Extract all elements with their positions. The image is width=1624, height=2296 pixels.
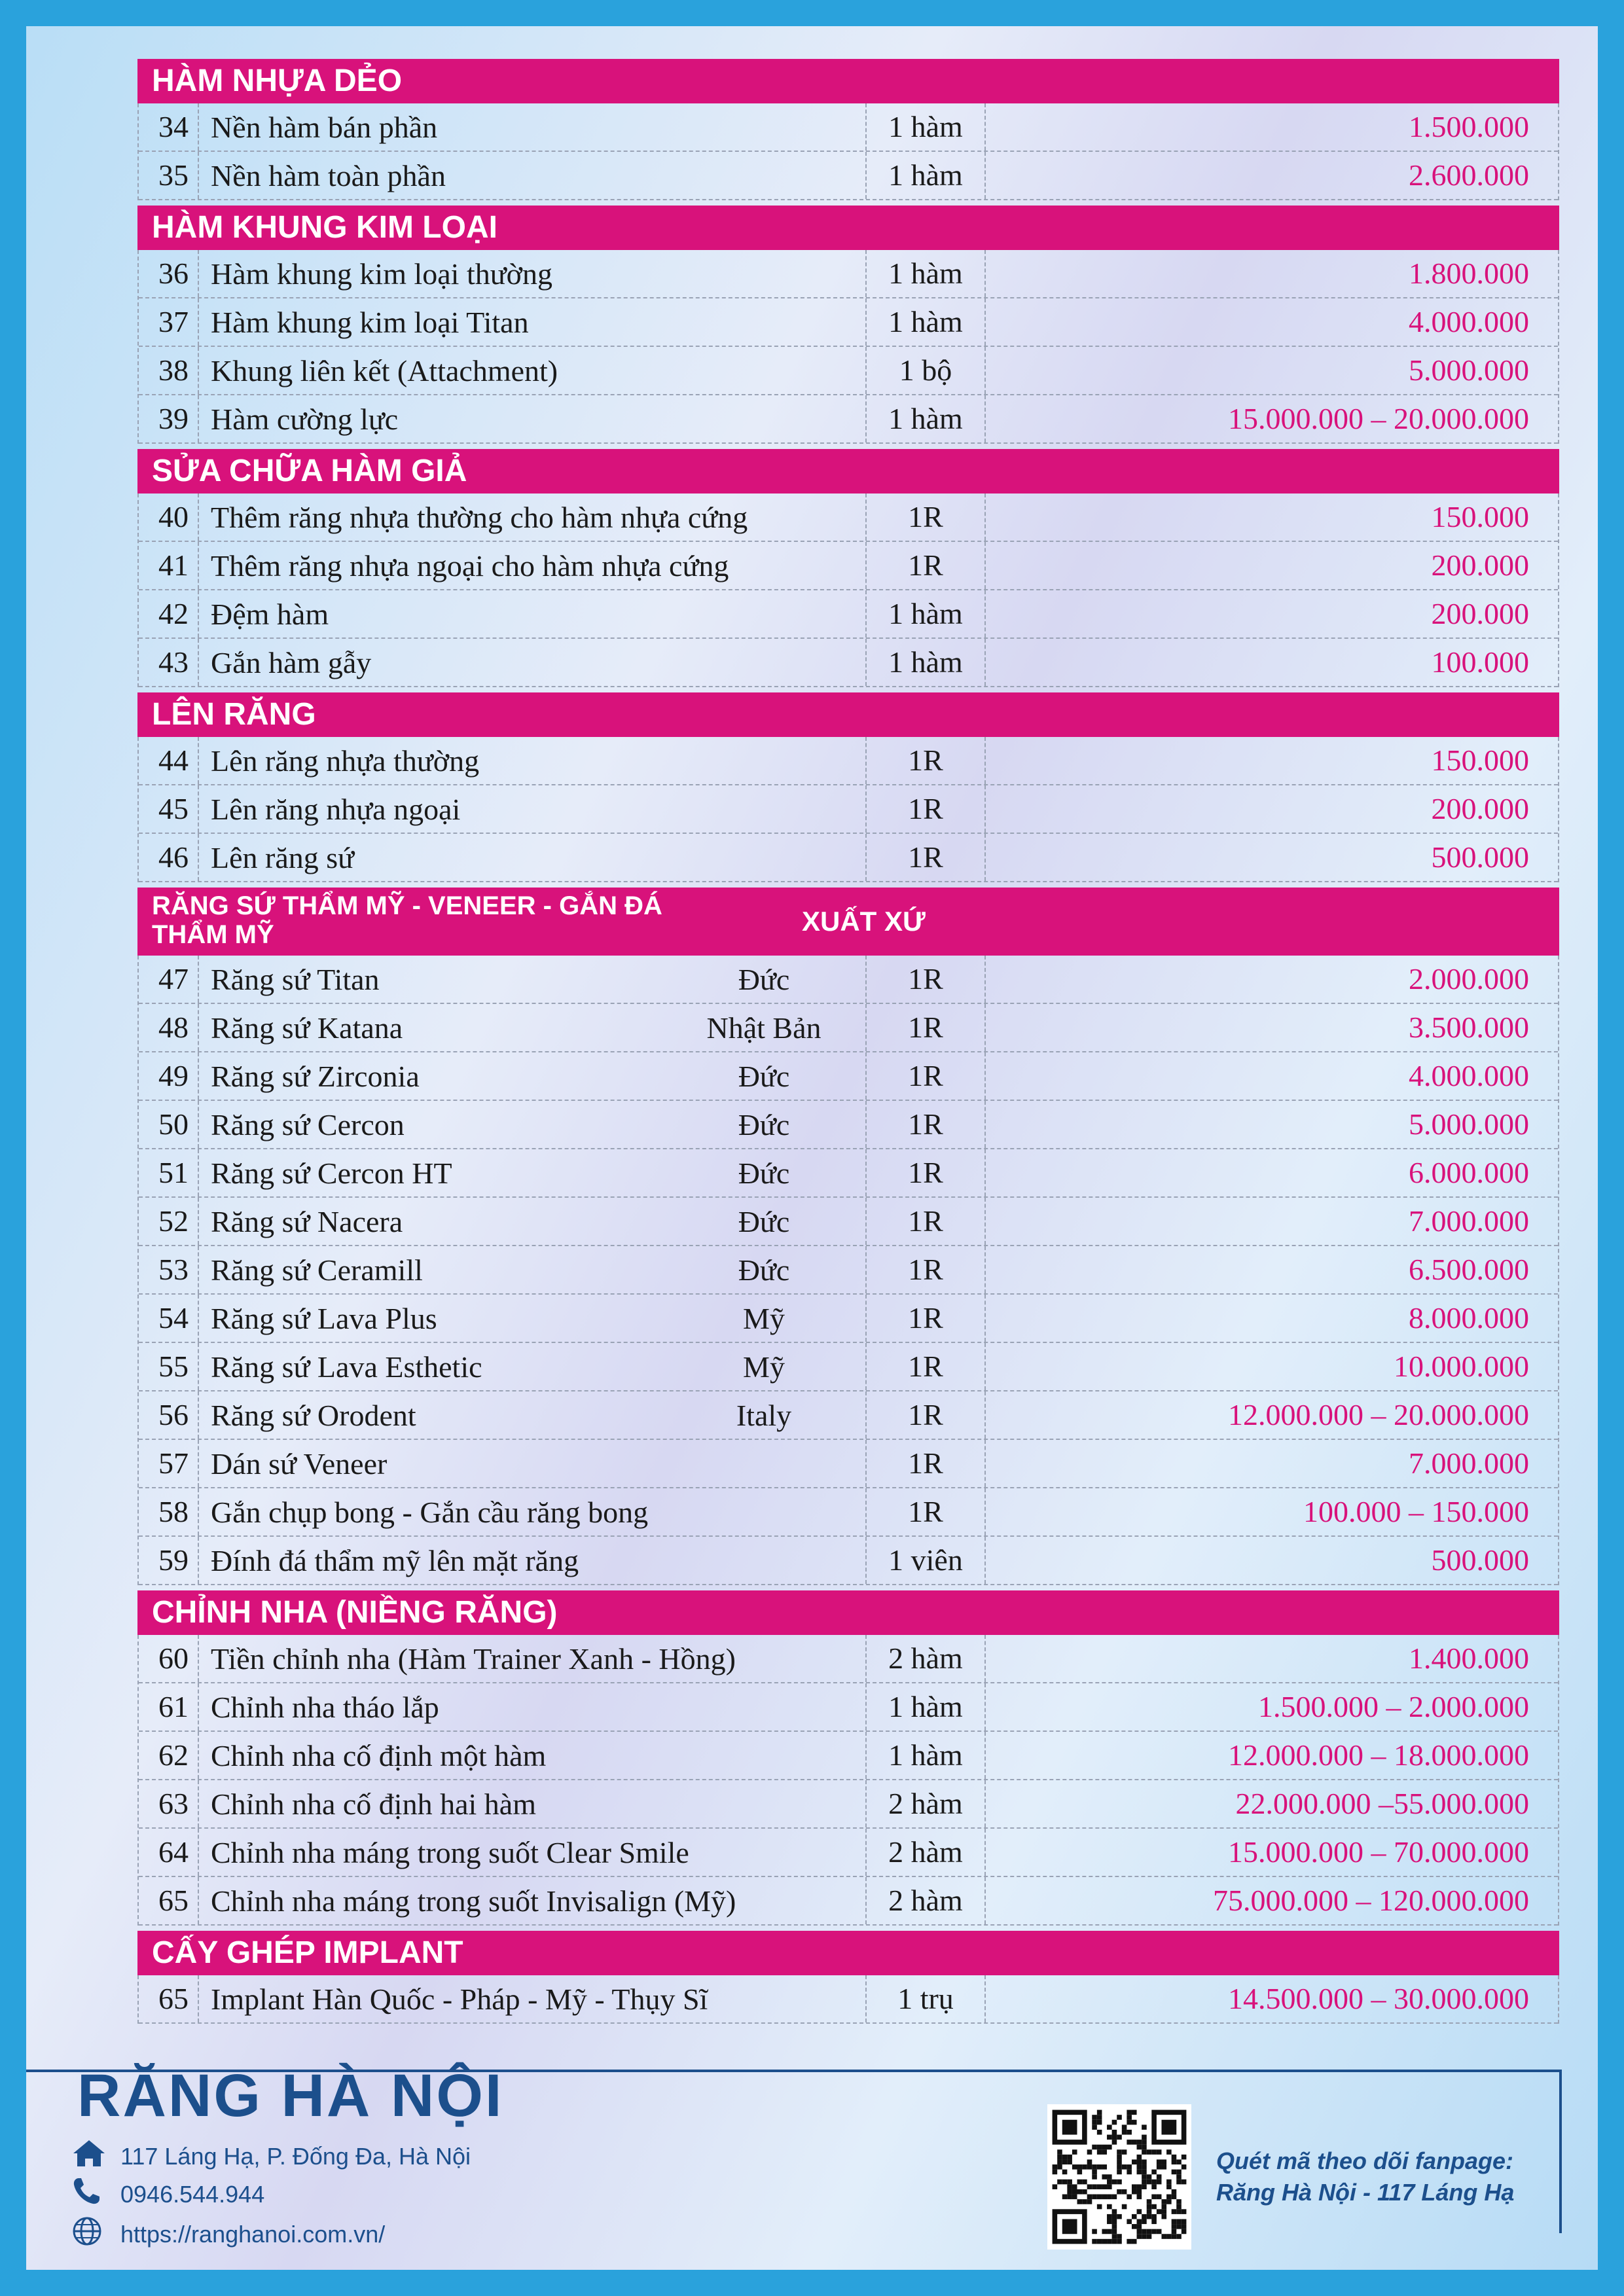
- service-price: 5.000.000: [984, 347, 1558, 394]
- service-unit: 1R: [865, 1149, 984, 1196]
- service-name: Răng sứ Lava Esthetic: [211, 1350, 482, 1384]
- service-unit: 1 hàm: [865, 152, 984, 199]
- service-name: Hàm khung kim loại thường: [211, 257, 552, 291]
- service-name: Đệm hàm: [211, 597, 329, 631]
- row-number: 36: [139, 250, 199, 297]
- table-row: [139, 1101, 1558, 1149]
- row-number: 39: [139, 395, 199, 442]
- service-name: Răng sứ Lava Plus: [211, 1301, 437, 1335]
- service-price: 2.000.000: [984, 956, 1558, 1003]
- service-unit: 1R: [865, 956, 984, 1003]
- table-row: [139, 1537, 1558, 1585]
- service-origin: Đức: [738, 1253, 790, 1287]
- section-header: [137, 59, 1559, 103]
- service-unit: 2 hàm: [865, 1877, 984, 1924]
- service-unit: 1R: [865, 1391, 984, 1439]
- table-row: [139, 590, 1558, 639]
- table-row: [139, 1488, 1558, 1537]
- row-number: 62: [139, 1732, 199, 1779]
- origin-column-header: XUẤT XỨ: [802, 906, 926, 937]
- table-row: [139, 1683, 1558, 1732]
- service-unit: 1R: [865, 1004, 984, 1051]
- section-title: HÀM KHUNG KIM LOẠI: [152, 210, 497, 245]
- service-name: Nền hàm bán phần: [211, 110, 438, 144]
- row-number: 45: [139, 785, 199, 833]
- table-row: [139, 1004, 1558, 1052]
- section-rows: [137, 956, 1559, 1585]
- section-header: [137, 1590, 1559, 1635]
- table-row: [139, 395, 1558, 444]
- service-name: Răng sứ Zirconia: [211, 1059, 420, 1093]
- service-price: 14.500.000 – 30.000.000: [984, 1975, 1558, 2022]
- service-name: Khung liên kết (Attachment): [211, 353, 558, 387]
- service-price: 7.000.000: [984, 1440, 1558, 1487]
- service-unit: 1R: [865, 1295, 984, 1342]
- row-number: 59: [139, 1537, 199, 1584]
- service-unit: 1R: [865, 493, 984, 541]
- table-row: [139, 1198, 1558, 1246]
- service-unit: 1 hàm: [865, 1732, 984, 1779]
- table-row: [139, 1440, 1558, 1488]
- service-name: Răng sứ Ceramill: [211, 1253, 423, 1287]
- service-unit: 1R: [865, 1343, 984, 1390]
- section-title: CẤY GHÉP IMPLANT: [152, 1935, 463, 1970]
- table-row: [139, 493, 1558, 542]
- section-title: HÀM NHỰA DẺO: [152, 63, 403, 98]
- service-name: Lên răng nhựa ngoại: [211, 792, 461, 826]
- service-price: 100.000 – 150.000: [984, 1488, 1558, 1535]
- service-name: Răng sứ Nacera: [211, 1204, 403, 1238]
- service-price: 150.000: [984, 493, 1558, 541]
- table-row: [139, 1975, 1558, 2024]
- service-price: 2.600.000: [984, 152, 1558, 199]
- service-price: 6.000.000: [984, 1149, 1558, 1196]
- table-row: [139, 1295, 1558, 1343]
- service-price: 5.000.000: [984, 1101, 1558, 1148]
- section-rows: [137, 250, 1559, 444]
- service-unit: 1 bộ: [865, 347, 984, 394]
- service-unit: 1R: [865, 1101, 984, 1148]
- section-title: CHỈNH NHA (NIỀNG RĂNG): [152, 1595, 558, 1630]
- table-row: [139, 152, 1558, 200]
- table-row: [139, 1780, 1558, 1829]
- table-row: [139, 542, 1558, 590]
- table-row: [139, 1829, 1558, 1877]
- table-row: [139, 1877, 1558, 1926]
- service-name: Chỉnh nha cố định một hàm: [211, 1738, 547, 1772]
- service-price: 1.400.000: [984, 1635, 1558, 1682]
- service-price: 15.000.000 – 20.000.000: [984, 395, 1558, 442]
- section-rows: [137, 737, 1559, 882]
- service-origin: Italy: [736, 1398, 792, 1432]
- table-row: [139, 250, 1558, 298]
- service-origin: Đức: [738, 1204, 790, 1238]
- row-number: 38: [139, 347, 199, 394]
- service-unit: 1R: [865, 1052, 984, 1100]
- home-icon: [72, 2139, 109, 2174]
- section-header: [137, 1931, 1559, 1975]
- contact-website: [72, 2216, 385, 2252]
- row-number: 34: [139, 103, 199, 151]
- service-name: Lên răng sứ: [211, 840, 355, 874]
- table-row: [139, 298, 1558, 347]
- service-price: 100.000: [984, 639, 1558, 686]
- section-title: [152, 891, 741, 949]
- section-header: [137, 206, 1559, 250]
- service-unit: 1 hàm: [865, 298, 984, 346]
- service-unit: 2 hàm: [865, 1635, 984, 1682]
- service-origin: Đức: [738, 1156, 790, 1190]
- service-origin: Đức: [738, 1059, 790, 1093]
- service-unit: 1 hàm: [865, 250, 984, 297]
- row-number: 56: [139, 1391, 199, 1439]
- service-price: 8.000.000: [984, 1295, 1558, 1342]
- section-title-line1: RĂNG SỨ THẨM MỸ - VENEER - GẮN ĐÁ: [152, 891, 662, 920]
- table-row: [139, 785, 1558, 834]
- table-row: [139, 956, 1558, 1004]
- price-sheet-page: [26, 26, 1598, 2270]
- service-price: 1.500.000: [984, 103, 1558, 151]
- service-price: 150.000: [984, 737, 1558, 784]
- service-unit: 1R: [865, 1246, 984, 1293]
- service-price: 500.000: [984, 1537, 1558, 1584]
- table-row: [139, 737, 1558, 785]
- table-row: [139, 639, 1558, 687]
- service-price: 1.800.000: [984, 250, 1558, 297]
- service-name: Dán sứ Veneer: [211, 1446, 388, 1480]
- service-unit: 1R: [865, 834, 984, 881]
- row-number: 37: [139, 298, 199, 346]
- service-unit: 1R: [865, 542, 984, 589]
- table-row: [139, 1149, 1558, 1198]
- service-unit: 1 viên: [865, 1537, 984, 1584]
- service-price: 500.000: [984, 834, 1558, 881]
- qr-caption: [1216, 2145, 1514, 2208]
- service-name: Nền hàm toàn phần: [211, 158, 446, 192]
- service-price: 200.000: [984, 590, 1558, 637]
- row-number: 50: [139, 1101, 199, 1148]
- service-price: 200.000: [984, 542, 1558, 589]
- service-origin: Nhật Bản: [706, 1011, 821, 1045]
- service-price: 6.500.000: [984, 1246, 1558, 1293]
- row-number: 43: [139, 639, 199, 686]
- service-origin: Đức: [738, 1107, 790, 1141]
- row-number: 42: [139, 590, 199, 637]
- qr-code[interactable]: [1047, 2104, 1191, 2250]
- service-unit: 1R: [865, 1440, 984, 1487]
- service-unit: 1 hàm: [865, 1683, 984, 1731]
- qr-caption-line2: Răng Hà Nội - 117 Láng Hạ: [1216, 2179, 1515, 2206]
- website-link[interactable]: https://ranghanoi.com.vn/: [120, 2220, 386, 2248]
- service-name: Chỉnh nha máng trong suốt Invisalign (Mỹ): [211, 1884, 736, 1918]
- service-name: Gắn hàm gẫy: [211, 645, 372, 679]
- row-number: 64: [139, 1829, 199, 1876]
- row-number: 53: [139, 1246, 199, 1293]
- service-unit: 1 hàm: [865, 395, 984, 442]
- address-text: 117 Láng Hạ, P. Đống Đa, Hà Nội: [120, 2142, 471, 2170]
- table-row: [139, 347, 1558, 395]
- section-rows: [137, 1635, 1559, 1926]
- service-name: Hàm cường lực: [211, 402, 399, 436]
- service-name: Implant Hàn Quốc - Pháp - Mỹ - Thụy Sĩ: [211, 1982, 708, 2016]
- section-header: [137, 692, 1559, 737]
- service-name: Răng sứ Orodent: [211, 1398, 416, 1432]
- price-table: [137, 59, 1559, 2024]
- service-price: 7.000.000: [984, 1198, 1558, 1245]
- brand-name: RĂNG HÀ NỘI: [77, 2062, 504, 2129]
- service-unit: 1R: [865, 737, 984, 784]
- service-unit: 2 hàm: [865, 1780, 984, 1827]
- section-header: [137, 888, 1559, 956]
- service-name: Chỉnh nha máng trong suốt Clear Smile: [211, 1835, 689, 1869]
- service-unit: 1 hàm: [865, 590, 984, 637]
- service-price: 4.000.000: [984, 1052, 1558, 1100]
- service-unit: 1R: [865, 1488, 984, 1535]
- phone-icon: [72, 2177, 109, 2212]
- row-number: 65: [139, 1877, 199, 1924]
- table-row: [139, 1246, 1558, 1295]
- table-row: [139, 1343, 1558, 1391]
- service-price: 12.000.000 – 18.000.000: [984, 1732, 1558, 1779]
- service-name: Thêm răng nhựa thường cho hàm nhựa cứng: [211, 500, 748, 534]
- row-number: 57: [139, 1440, 199, 1487]
- table-row: [139, 1635, 1558, 1683]
- service-name: Đính đá thẩm mỹ lên mặt răng: [211, 1543, 579, 1577]
- service-price: 3.500.000: [984, 1004, 1558, 1051]
- service-name: Răng sứ Titan: [211, 962, 380, 996]
- service-name: Thêm răng nhựa ngoại cho hàm nhựa cứng: [211, 548, 729, 583]
- section-rows: [137, 103, 1559, 200]
- section-title: SỬA CHỮA HÀM GIẢ: [152, 454, 467, 488]
- service-name: Lên răng nhựa thường: [211, 744, 480, 778]
- contact-address: [72, 2139, 471, 2174]
- table-row: [139, 834, 1558, 882]
- section-title: LÊN RĂNG: [152, 697, 316, 732]
- service-price: 1.500.000 – 2.000.000: [984, 1683, 1558, 1731]
- row-number: 65: [139, 1975, 199, 2022]
- service-name: Răng sứ Cercon HT: [211, 1156, 452, 1190]
- phone-link[interactable]: 0946.544.944: [120, 2180, 265, 2208]
- row-number: 40: [139, 493, 199, 541]
- row-number: 35: [139, 152, 199, 199]
- service-price: 22.000.000 –55.000.000: [984, 1780, 1558, 1827]
- service-price: 4.000.000: [984, 298, 1558, 346]
- service-price: 75.000.000 – 120.000.000: [984, 1877, 1558, 1924]
- service-name: Chỉnh nha tháo lắp: [211, 1690, 439, 1724]
- section-rows: [137, 1975, 1559, 2024]
- service-unit: 1 hàm: [865, 103, 984, 151]
- row-number: 41: [139, 542, 199, 589]
- service-unit: 2 hàm: [865, 1829, 984, 1876]
- service-name: Răng sứ Cercon: [211, 1107, 405, 1141]
- row-number: 60: [139, 1635, 199, 1682]
- table-row: [139, 103, 1558, 152]
- service-price: 200.000: [984, 785, 1558, 833]
- service-unit: 1 hàm: [865, 639, 984, 686]
- qr-code-graphic: [1047, 2104, 1191, 2250]
- service-origin: Mỹ: [743, 1350, 785, 1384]
- service-origin: Mỹ: [743, 1301, 785, 1335]
- section-header: [137, 449, 1559, 493]
- service-unit: 1R: [865, 785, 984, 833]
- row-number: 55: [139, 1343, 199, 1390]
- globe-icon: [72, 2216, 109, 2252]
- row-number: 58: [139, 1488, 199, 1535]
- row-number: 44: [139, 737, 199, 784]
- row-number: 48: [139, 1004, 199, 1051]
- service-unit: 1 trụ: [865, 1975, 984, 2022]
- row-number: 46: [139, 834, 199, 881]
- service-name: Tiền chỉnh nha (Hàm Trainer Xanh - Hồng): [211, 1641, 736, 1676]
- qr-caption-line1: Quét mã theo dõi fanpage:: [1216, 2147, 1514, 2174]
- row-number: 51: [139, 1149, 199, 1196]
- table-row: [139, 1732, 1558, 1780]
- service-price: 12.000.000 – 20.000.000: [984, 1391, 1558, 1439]
- service-price: 15.000.000 – 70.000.000: [984, 1829, 1558, 1876]
- service-price: 10.000.000: [984, 1343, 1558, 1390]
- row-number: 52: [139, 1198, 199, 1245]
- service-name: Gắn chụp bong - Gắn cầu răng bong: [211, 1495, 649, 1529]
- table-row: [139, 1391, 1558, 1440]
- service-name: Răng sứ Katana: [211, 1011, 403, 1045]
- row-number: 63: [139, 1780, 199, 1827]
- section-title-line2: THẨM MỸ: [152, 920, 274, 949]
- row-number: 54: [139, 1295, 199, 1342]
- section-rows: [137, 493, 1559, 687]
- row-number: 61: [139, 1683, 199, 1731]
- table-row: [139, 1052, 1558, 1101]
- service-name: Chỉnh nha cố định hai hàm: [211, 1787, 536, 1821]
- service-origin: Đức: [738, 962, 790, 996]
- service-name: Hàm khung kim loại Titan: [211, 305, 529, 339]
- service-unit: 1R: [865, 1198, 984, 1245]
- contact-phone: [72, 2177, 264, 2212]
- row-number: 47: [139, 956, 199, 1003]
- row-number: 49: [139, 1052, 199, 1100]
